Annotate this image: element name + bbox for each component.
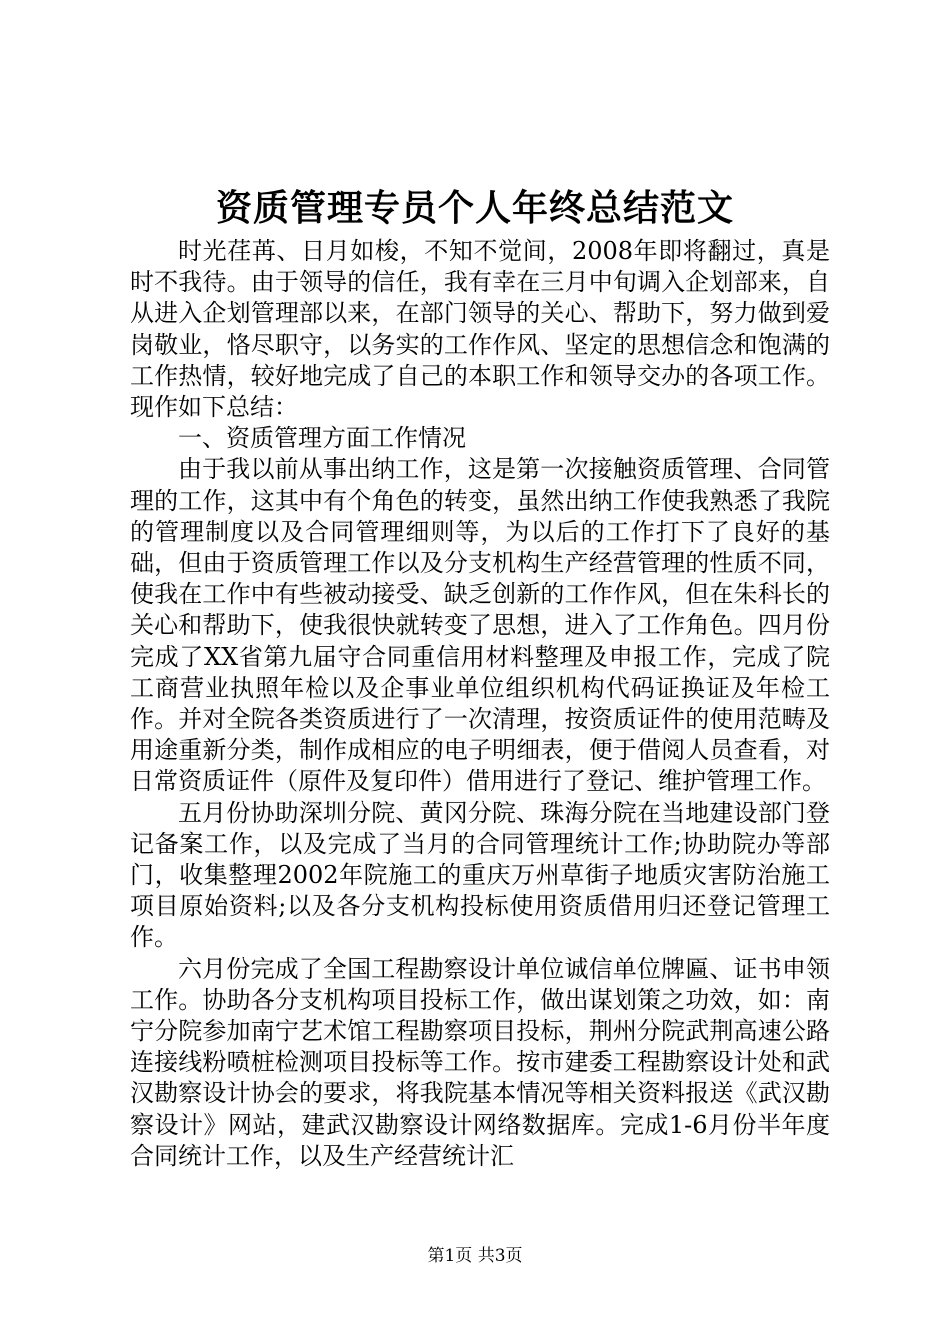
document-title: 资质管理专员个人年终总结范文	[215, 187, 734, 229]
paragraph-june-work: 六月份完成了全国工程勘察设计单位诚信单位牌匾、证书申领工作。协助各分支机构项目投标工作，做出谋划策之功效，如：南宁分院参加南宁艺术馆工程勘察项目投标，荆州分院武荆高速公路连接线粉喷桩检测项目投标等工作。按市建委工程勘察设计处和武汉勘察设计协会的要求，将我院基本情况等相关资料报送《武汉勘察设计》网站，建武汉勘察设计网络数据库。完成1-6月份半年度合同统计工作，以及生产经营统计汇	[130, 954, 830, 1170]
section-heading-qualification: 一、资质管理方面工作情况	[178, 424, 466, 453]
paragraph-may-work: 五月份协助深圳分院、黄冈分院、珠海分院在当地建设部门登记备案工作，以及完成了当月的合同管理统计工作;协助院办等部门，收集整理2002年院施工的重庆万州草街子地质灾害防治施工项目原始资料;以及各分支机构投标使用资质借用归还登记管理工作。	[130, 798, 830, 952]
paragraph-qualification-work: 由于我以前从事出纳工作，这是第一次接触资质管理、合同管理的工作，这其中有个角色的转变，虽然出纳工作使我熟悉了我院的管理制度以及合同管理细则等，为以后的工作打下了良好的基础，但由于资质管理工作以及分支机构生产经营管理的性质不同，使我在工作中有些被动接受、缺乏创新的工作作风，但在朱科长的关心和帮助下，使我很快就转变了思想，进入了工作角色。四月份完成了XX省第九届守合同重信用材料整理及申报工作，完成了院工商营业执照年检以及企事业单位组织机构代码证换证及年检工作。并对全院各类资质进行了一次清理，按资质证件的使用范畴及用途重新分类，制作成相应的电子明细表，便于借阅人员查看，对日常资质证件（原件及复印件）借用进行了登记、维护管理工作。	[130, 455, 830, 796]
page-number: 第1页 共3页	[427, 1246, 523, 1266]
document-body	[130, 236, 830, 1172]
paragraph-intro: 时光荏苒、日月如梭，不知不觉间，2008年即将翻过，真是时不我待。由于领导的信任，我有幸在三月中旬调入企划部来，自从进入企划管理部以来，在部门领导的关心、帮助下，努力做到爱岗敬业，恪尽职守，以务实的工作作风、坚定的思想信念和饱满的工作热情，较好地完成了自己的本职工作和领导交办的各项工作。现作如下总结：	[130, 237, 830, 422]
